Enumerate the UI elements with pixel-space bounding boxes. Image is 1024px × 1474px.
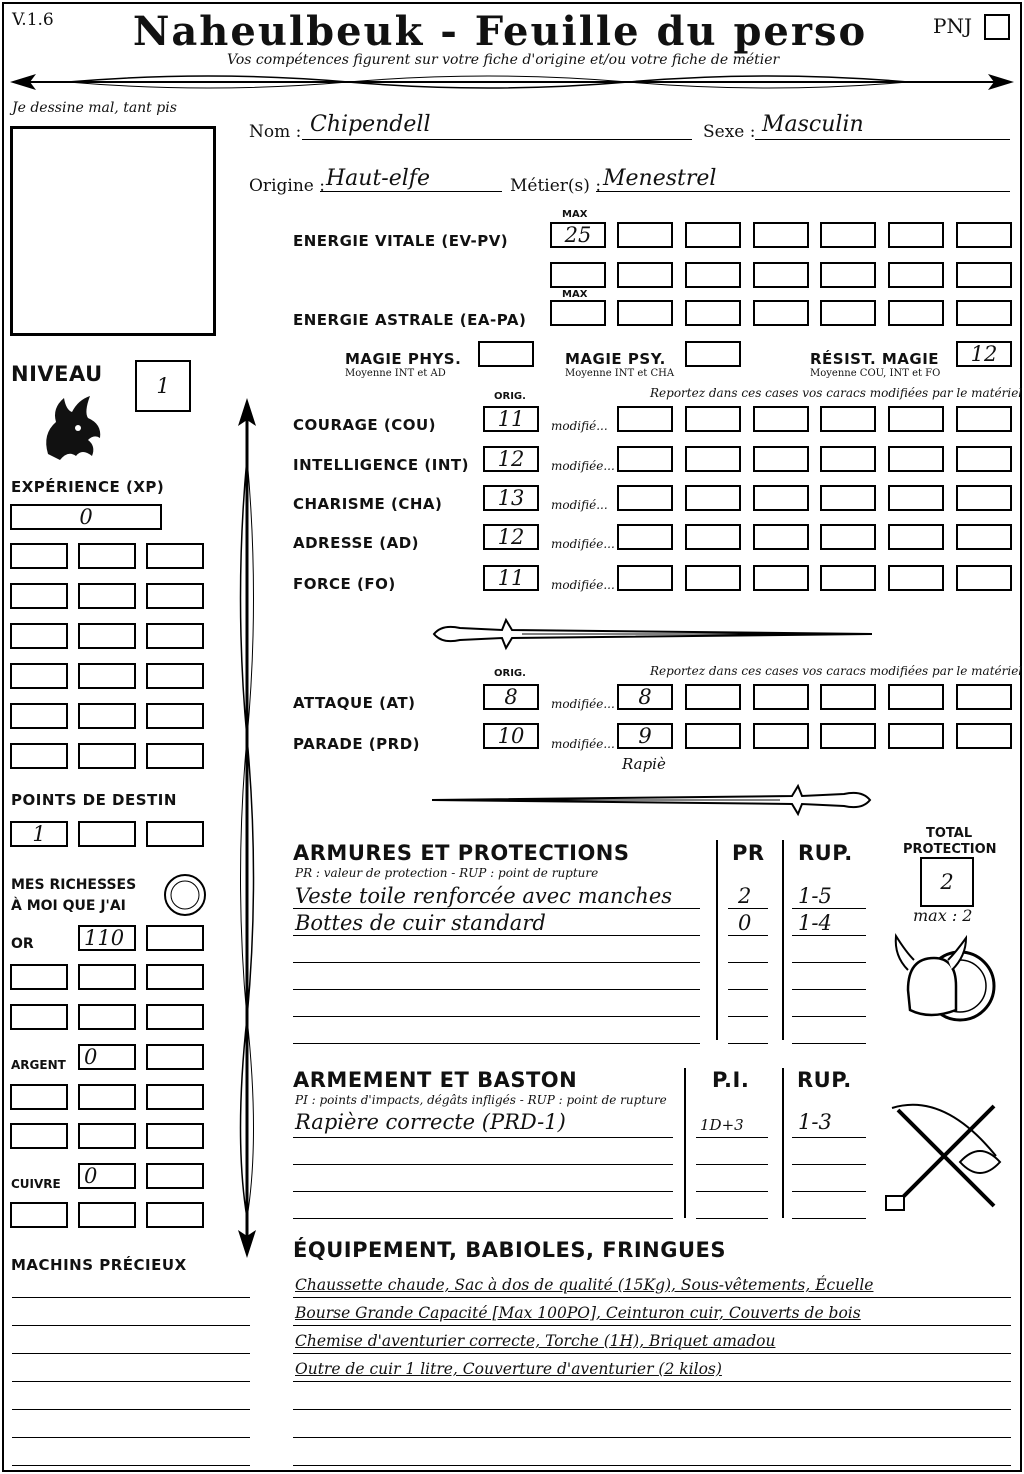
stat-mod-box[interactable] [753, 485, 809, 511]
armor-pr-line[interactable] [728, 1043, 768, 1044]
ev-box-2[interactable] [685, 222, 741, 248]
precious-line[interactable] [12, 1409, 250, 1410]
armor-pr-line[interactable] [728, 935, 768, 936]
ea-box-6[interactable] [956, 300, 1012, 326]
ea-max-box[interactable] [550, 300, 606, 326]
attaque-mod-box-6[interactable] [956, 684, 1012, 710]
armor-line[interactable] [293, 1016, 700, 1017]
niveau-label: NIVEAU [11, 362, 103, 386]
wealth-box[interactable] [10, 1084, 68, 1110]
weapon-pi-line[interactable] [696, 1218, 768, 1219]
armor-rup-header: RUP. [798, 841, 853, 865]
wealth-box[interactable] [78, 1202, 136, 1228]
armor-item-pr[interactable]: 0 [738, 911, 752, 935]
stats-orig-label: ORIG. [494, 391, 526, 402]
weapon-rup-line[interactable] [792, 1164, 866, 1165]
helmet-shield-icon [890, 930, 1000, 1030]
wealth-box[interactable] [146, 964, 204, 990]
stat-modif-label: modifiée... [551, 537, 615, 551]
sexe-value[interactable]: Masculin [762, 112, 864, 137]
ev-box-7[interactable] [617, 262, 673, 288]
ea-box-3[interactable] [753, 300, 809, 326]
wealth-box[interactable] [146, 1202, 204, 1228]
coin-icon [162, 872, 208, 918]
weapon-item-name[interactable]: Rapière correcte (PRD-1) [295, 1110, 566, 1134]
armor-item-rup[interactable]: 1-5 [798, 884, 832, 908]
weapon-line[interactable] [293, 1191, 673, 1192]
total-protection-label-1: TOTAL [926, 826, 973, 841]
xp-box[interactable] [78, 583, 136, 609]
destin-box-3[interactable] [146, 821, 204, 847]
magie-psy-box[interactable] [685, 341, 741, 367]
stat-modif-label: modifié... [551, 498, 608, 512]
stat-mod-box[interactable] [888, 406, 944, 432]
wealth-box[interactable] [10, 1123, 68, 1149]
ev-box-1[interactable] [617, 222, 673, 248]
armor-col-divider-1 [716, 840, 718, 1040]
xp-box[interactable] [146, 623, 204, 649]
destin-label: POINTS DE DESTIN [11, 791, 177, 809]
wealth-box[interactable] [146, 1044, 204, 1070]
stat-label: FORCE (FO) [293, 575, 396, 593]
attaque-mod-box-2[interactable] [685, 684, 741, 710]
attaque-mod-box-3[interactable] [753, 684, 809, 710]
xp-box[interactable] [78, 703, 136, 729]
resist-magie-note: Moyenne COU, INT et FO [810, 368, 941, 379]
attaque-modif-label: modifiée... [551, 697, 615, 711]
equipment-line[interactable] [293, 1381, 1011, 1382]
wealth-box[interactable] [146, 1163, 204, 1189]
ea-box-1[interactable] [617, 300, 673, 326]
combat-orig-label: ORIG. [494, 668, 526, 679]
metier-value[interactable]: Menestrel [603, 166, 717, 191]
weapon-line[interactable] [293, 1137, 673, 1138]
equipment-line[interactable] [293, 1297, 1011, 1298]
total-protection-box[interactable]: 2 [920, 857, 974, 907]
armor-rup-line[interactable] [792, 935, 866, 936]
stat-orig-box[interactable]: 13 [483, 485, 539, 511]
parade-mod-box-6[interactable] [956, 723, 1012, 749]
armor-pr-line[interactable] [728, 1016, 768, 1017]
portrait-caption: Je dessine mal, tant pis [12, 100, 177, 116]
parade-label: PARADE (PRD) [293, 735, 421, 753]
dragon-head-icon [38, 394, 106, 464]
ea-max-label: MAX [562, 289, 588, 300]
weapon-rup-line[interactable] [792, 1137, 866, 1138]
wealth-box[interactable] [10, 964, 68, 990]
wealth-box[interactable] [78, 1004, 136, 1030]
weapon-pi-line[interactable] [696, 1164, 768, 1165]
weapons-pi-header: P.I. [712, 1068, 750, 1092]
attaque-mod-box-4[interactable] [820, 684, 876, 710]
precious-line[interactable] [12, 1353, 250, 1354]
xp-box[interactable] [78, 623, 136, 649]
stat-mod-box[interactable] [888, 485, 944, 511]
stat-label: CHARISME (CHA) [293, 495, 443, 513]
xp-box[interactable] [10, 743, 68, 769]
magie-phys-note: Moyenne INT et AD [345, 368, 446, 379]
spear-divider-icon [8, 68, 1016, 96]
armor-rup-line[interactable] [792, 962, 866, 963]
nom-value[interactable]: Chipendell [310, 112, 431, 137]
cuivre-label: CUIVRE [11, 1177, 61, 1191]
stat-mod-box[interactable] [956, 565, 1012, 591]
total-protection-max: max : 2 [913, 906, 973, 925]
stat-mod-box[interactable] [956, 406, 1012, 432]
stat-mod-box[interactable] [888, 446, 944, 472]
armor-item-pr[interactable]: 2 [738, 884, 752, 908]
wealth-box[interactable] [146, 1084, 204, 1110]
stat-mod-box[interactable] [888, 524, 944, 550]
portrait-box[interactable] [10, 126, 216, 336]
stat-mod-box[interactable] [685, 485, 741, 511]
stat-mod-box[interactable] [753, 524, 809, 550]
xp-box[interactable] [146, 743, 204, 769]
metier-line [596, 191, 1010, 192]
ev-box-11[interactable] [888, 262, 944, 288]
stat-mod-box[interactable] [617, 524, 673, 550]
xp-box[interactable] [78, 543, 136, 569]
stat-mod-box[interactable] [753, 565, 809, 591]
xp-box[interactable] [146, 543, 204, 569]
parade-note: Rapiè [622, 755, 666, 773]
magie-phys-box[interactable] [478, 341, 534, 367]
stat-orig-box[interactable]: 12 [483, 524, 539, 550]
stat-mod-box[interactable] [956, 446, 1012, 472]
weapons-legend: PI : points d'impacts, dégâts infligés - RUP : point de rupture [295, 1093, 667, 1107]
stat-mod-box[interactable] [753, 446, 809, 472]
ev-box-extra[interactable] [550, 262, 606, 288]
weapon-line[interactable] [293, 1218, 673, 1219]
weapons-col-divider-2 [782, 1068, 784, 1218]
xp-box[interactable] [10, 623, 68, 649]
stat-mod-box[interactable] [820, 485, 876, 511]
parade-mod-box-5[interactable] [888, 723, 944, 749]
stat-mod-box[interactable] [820, 524, 876, 550]
xp-box[interactable] [146, 583, 204, 609]
attaque-orig-box[interactable]: 8 [483, 684, 539, 710]
precious-line[interactable] [12, 1437, 250, 1438]
equipment-line[interactable] [293, 1437, 1011, 1438]
sword-icon-2 [430, 780, 872, 820]
armor-item-name[interactable]: Bottes de cuir standard [295, 911, 546, 935]
sexe-line [755, 139, 1010, 140]
stat-modif-label: modifié... [551, 419, 608, 433]
nom-label: Nom : [249, 122, 302, 142]
machins-precieux-label: MACHINS PRÉCIEUX [11, 1256, 187, 1274]
attaque-label: ATTAQUE (AT) [293, 694, 416, 712]
stat-modif-label: modifiée... [551, 578, 615, 592]
armor-pr-line[interactable] [728, 908, 768, 909]
xp-box[interactable] [10, 663, 68, 689]
stat-orig-box[interactable]: 11 [483, 406, 539, 432]
argent-box[interactable]: 0 [78, 1044, 136, 1070]
armor-line[interactable] [293, 935, 700, 936]
xp-box[interactable] [78, 743, 136, 769]
stat-label: ADRESSE (AD) [293, 534, 420, 552]
stat-mod-box[interactable] [685, 446, 741, 472]
stat-orig-box[interactable]: 12 [483, 446, 539, 472]
argent-label: ARGENT [11, 1058, 66, 1072]
parade-mod-box-2[interactable] [685, 723, 741, 749]
armor-rup-line[interactable] [792, 989, 866, 990]
xp-box[interactable] [10, 583, 68, 609]
attaque-mod-box-1[interactable]: 8 [617, 684, 673, 710]
equipment-item[interactable]: Chemise d'aventurier correcte, Torche (1H), Briquet amadou [295, 1332, 776, 1350]
wealth-box[interactable] [78, 964, 136, 990]
ev-label: ENERGIE VITALE (EV-PV) [293, 232, 509, 250]
equipment-item[interactable]: Chaussette chaude, Sac à dos de qualité (15Kg), Sous-vêtements, Écuelle [295, 1276, 874, 1294]
xp-box[interactable] [146, 663, 204, 689]
weapon-item-rup[interactable]: 1-3 [798, 1110, 832, 1134]
equipment-title: ÉQUIPEMENT, BABIOLES, FRINGUES [293, 1238, 726, 1262]
armor-col-divider-2 [782, 840, 784, 1040]
weapon-pi-line[interactable] [696, 1191, 768, 1192]
niveau-box[interactable]: 1 [135, 360, 191, 412]
armor-title: ARMURES ET PROTECTIONS [293, 841, 630, 865]
stat-mod-box[interactable] [685, 565, 741, 591]
resist-magie-label: RÉSIST. MAGIE [810, 350, 940, 368]
stat-mod-box[interactable] [956, 485, 1012, 511]
weapons-rup-header: RUP. [797, 1068, 852, 1092]
combat-report-note: Reportez dans ces cases vos caracs modifiées par le matériel [650, 664, 1023, 678]
destin-box-2[interactable] [78, 821, 136, 847]
origine-label: Origine : [249, 176, 325, 196]
stat-mod-box[interactable] [617, 406, 673, 432]
stat-mod-box[interactable] [617, 446, 673, 472]
armor-pr-header: PR [732, 841, 765, 865]
ev-box-5[interactable] [888, 222, 944, 248]
wealth-box[interactable] [146, 1004, 204, 1030]
armor-item-rup[interactable]: 1-4 [798, 911, 832, 935]
ev-box-4[interactable] [820, 222, 876, 248]
equipment-line[interactable] [293, 1465, 1011, 1466]
parade-mod-box-4[interactable] [820, 723, 876, 749]
weapon-line[interactable] [293, 1164, 673, 1165]
xp-box[interactable]: 0 [10, 504, 162, 530]
stat-mod-box[interactable] [820, 446, 876, 472]
stat-mod-box[interactable] [617, 485, 673, 511]
ev-box-9[interactable] [753, 262, 809, 288]
parade-mod-box-1[interactable]: 9 [617, 723, 673, 749]
precious-line[interactable] [12, 1297, 250, 1298]
armor-line[interactable] [293, 1043, 700, 1044]
stat-mod-box[interactable] [956, 524, 1012, 550]
parade-modif-label: modifiée... [551, 737, 615, 751]
ea-box-2[interactable] [685, 300, 741, 326]
weapon-item-pi[interactable]: 1D+3 [700, 1116, 744, 1134]
nom-line [302, 139, 692, 140]
richesses-label-1: MES RICHESSES [11, 877, 137, 893]
armor-line[interactable] [293, 962, 700, 963]
pnj-checkbox[interactable] [984, 14, 1010, 40]
xp-label: EXPÉRIENCE (XP) [11, 478, 165, 496]
ea-box-4[interactable] [820, 300, 876, 326]
page-title: Naheulbeuk - Feuille du perso [132, 8, 868, 55]
xp-box[interactable] [78, 663, 136, 689]
weapon-rup-line[interactable] [792, 1218, 866, 1219]
crossed-weapons-icon [884, 1096, 1008, 1216]
stat-label: INTELLIGENCE (INT) [293, 456, 469, 474]
richesses-label-2: À MOI QUE J'AI [11, 898, 126, 914]
parade-orig-box[interactable]: 10 [483, 723, 539, 749]
stat-mod-box[interactable] [820, 565, 876, 591]
equipment-item[interactable]: Outre de cuir 1 litre, Couverture d'aventurier (2 kilos) [295, 1360, 722, 1378]
attaque-mod-box-5[interactable] [888, 684, 944, 710]
stat-label: COURAGE (COU) [293, 416, 437, 434]
stat-modif-label: modifiée... [551, 459, 615, 473]
armor-rup-line[interactable] [792, 1043, 866, 1044]
magie-psy-note: Moyenne INT et CHA [565, 368, 675, 379]
or-label: OR [11, 936, 34, 952]
xp-box[interactable] [146, 703, 204, 729]
armor-legend: PR : valeur de protection - RUP : point de rupture [295, 866, 599, 880]
equipment-line[interactable] [293, 1325, 1011, 1326]
precious-line[interactable] [12, 1381, 250, 1382]
armor-item-name[interactable]: Veste toile renforcée avec manches [295, 884, 673, 908]
weapons-col-divider-1 [684, 1068, 686, 1218]
origine-line [320, 191, 502, 192]
precious-line[interactable] [12, 1325, 250, 1326]
page-subtitle: Vos compétences figurent sur votre fiche d'origine et/ou votre fiche de métier [227, 52, 780, 68]
stat-mod-box[interactable] [685, 406, 741, 432]
ev-box-6[interactable] [956, 222, 1012, 248]
wealth-box[interactable] [78, 1084, 136, 1110]
stat-mod-box[interactable] [617, 565, 673, 591]
sexe-label: Sexe : [703, 122, 756, 142]
ev-box-3[interactable] [753, 222, 809, 248]
sword-icon [432, 614, 874, 654]
armor-rup-line[interactable] [792, 1016, 866, 1017]
total-protection-label-2: PROTECTION [903, 842, 997, 857]
stat-orig-box[interactable]: 11 [483, 565, 539, 591]
ea-label: ENERGIE ASTRALE (EA-PA) [293, 311, 527, 329]
resist-magie-box[interactable]: 12 [956, 341, 1012, 367]
wealth-box[interactable] [10, 1202, 68, 1228]
wealth-box[interactable] [10, 1004, 68, 1030]
pnj-label: PNJ [933, 14, 972, 38]
stat-mod-box[interactable] [685, 524, 741, 550]
vertical-spear-icon [232, 398, 262, 1258]
ev-box-12[interactable] [956, 262, 1012, 288]
or-box[interactable]: 110 [78, 925, 136, 951]
ev-max-box[interactable]: 25 [550, 222, 606, 248]
parade-mod-box-3[interactable] [753, 723, 809, 749]
magie-psy-label: MAGIE PSY. [565, 350, 666, 368]
stat-mod-box[interactable] [753, 406, 809, 432]
equipment-item[interactable]: Bourse Grande Capacité [Max 100PO], Ceinturon cuir, Couverts de bois [295, 1304, 861, 1322]
destin-box-1[interactable]: 1 [10, 821, 68, 847]
ev-box-8[interactable] [685, 262, 741, 288]
weapons-title: ARMEMENT ET BASTON [293, 1068, 578, 1092]
xp-box[interactable] [10, 703, 68, 729]
equipment-line[interactable] [293, 1353, 1011, 1354]
armor-rup-line[interactable] [792, 908, 866, 909]
armor-pr-line[interactable] [728, 989, 768, 990]
precious-line[interactable] [12, 1465, 250, 1466]
ev-box-10[interactable] [820, 262, 876, 288]
armor-pr-line[interactable] [728, 962, 768, 963]
wealth-box[interactable] [146, 1123, 204, 1149]
weapon-pi-line[interactable] [696, 1137, 768, 1138]
origine-value[interactable]: Haut-elfe [326, 166, 430, 191]
metier-label: Métier(s) : [510, 176, 602, 196]
wealth-box[interactable] [78, 1123, 136, 1149]
armor-line[interactable] [293, 908, 700, 909]
equipment-line[interactable] [293, 1409, 1011, 1410]
armor-line[interactable] [293, 989, 700, 990]
stat-mod-box[interactable] [888, 565, 944, 591]
cuivre-box[interactable]: 0 [78, 1163, 136, 1189]
stats-report-note: Reportez dans ces cases vos caracs modifiées par le matériel [650, 386, 1023, 400]
stat-mod-box[interactable] [820, 406, 876, 432]
weapon-rup-line[interactable] [792, 1191, 866, 1192]
xp-box[interactable] [10, 543, 68, 569]
version-label: V.1.6 [12, 10, 54, 30]
ev-max-label: MAX [562, 209, 588, 220]
ea-box-5[interactable] [888, 300, 944, 326]
wealth-box[interactable] [146, 925, 204, 951]
magie-phys-label: MAGIE PHYS. [345, 350, 462, 368]
